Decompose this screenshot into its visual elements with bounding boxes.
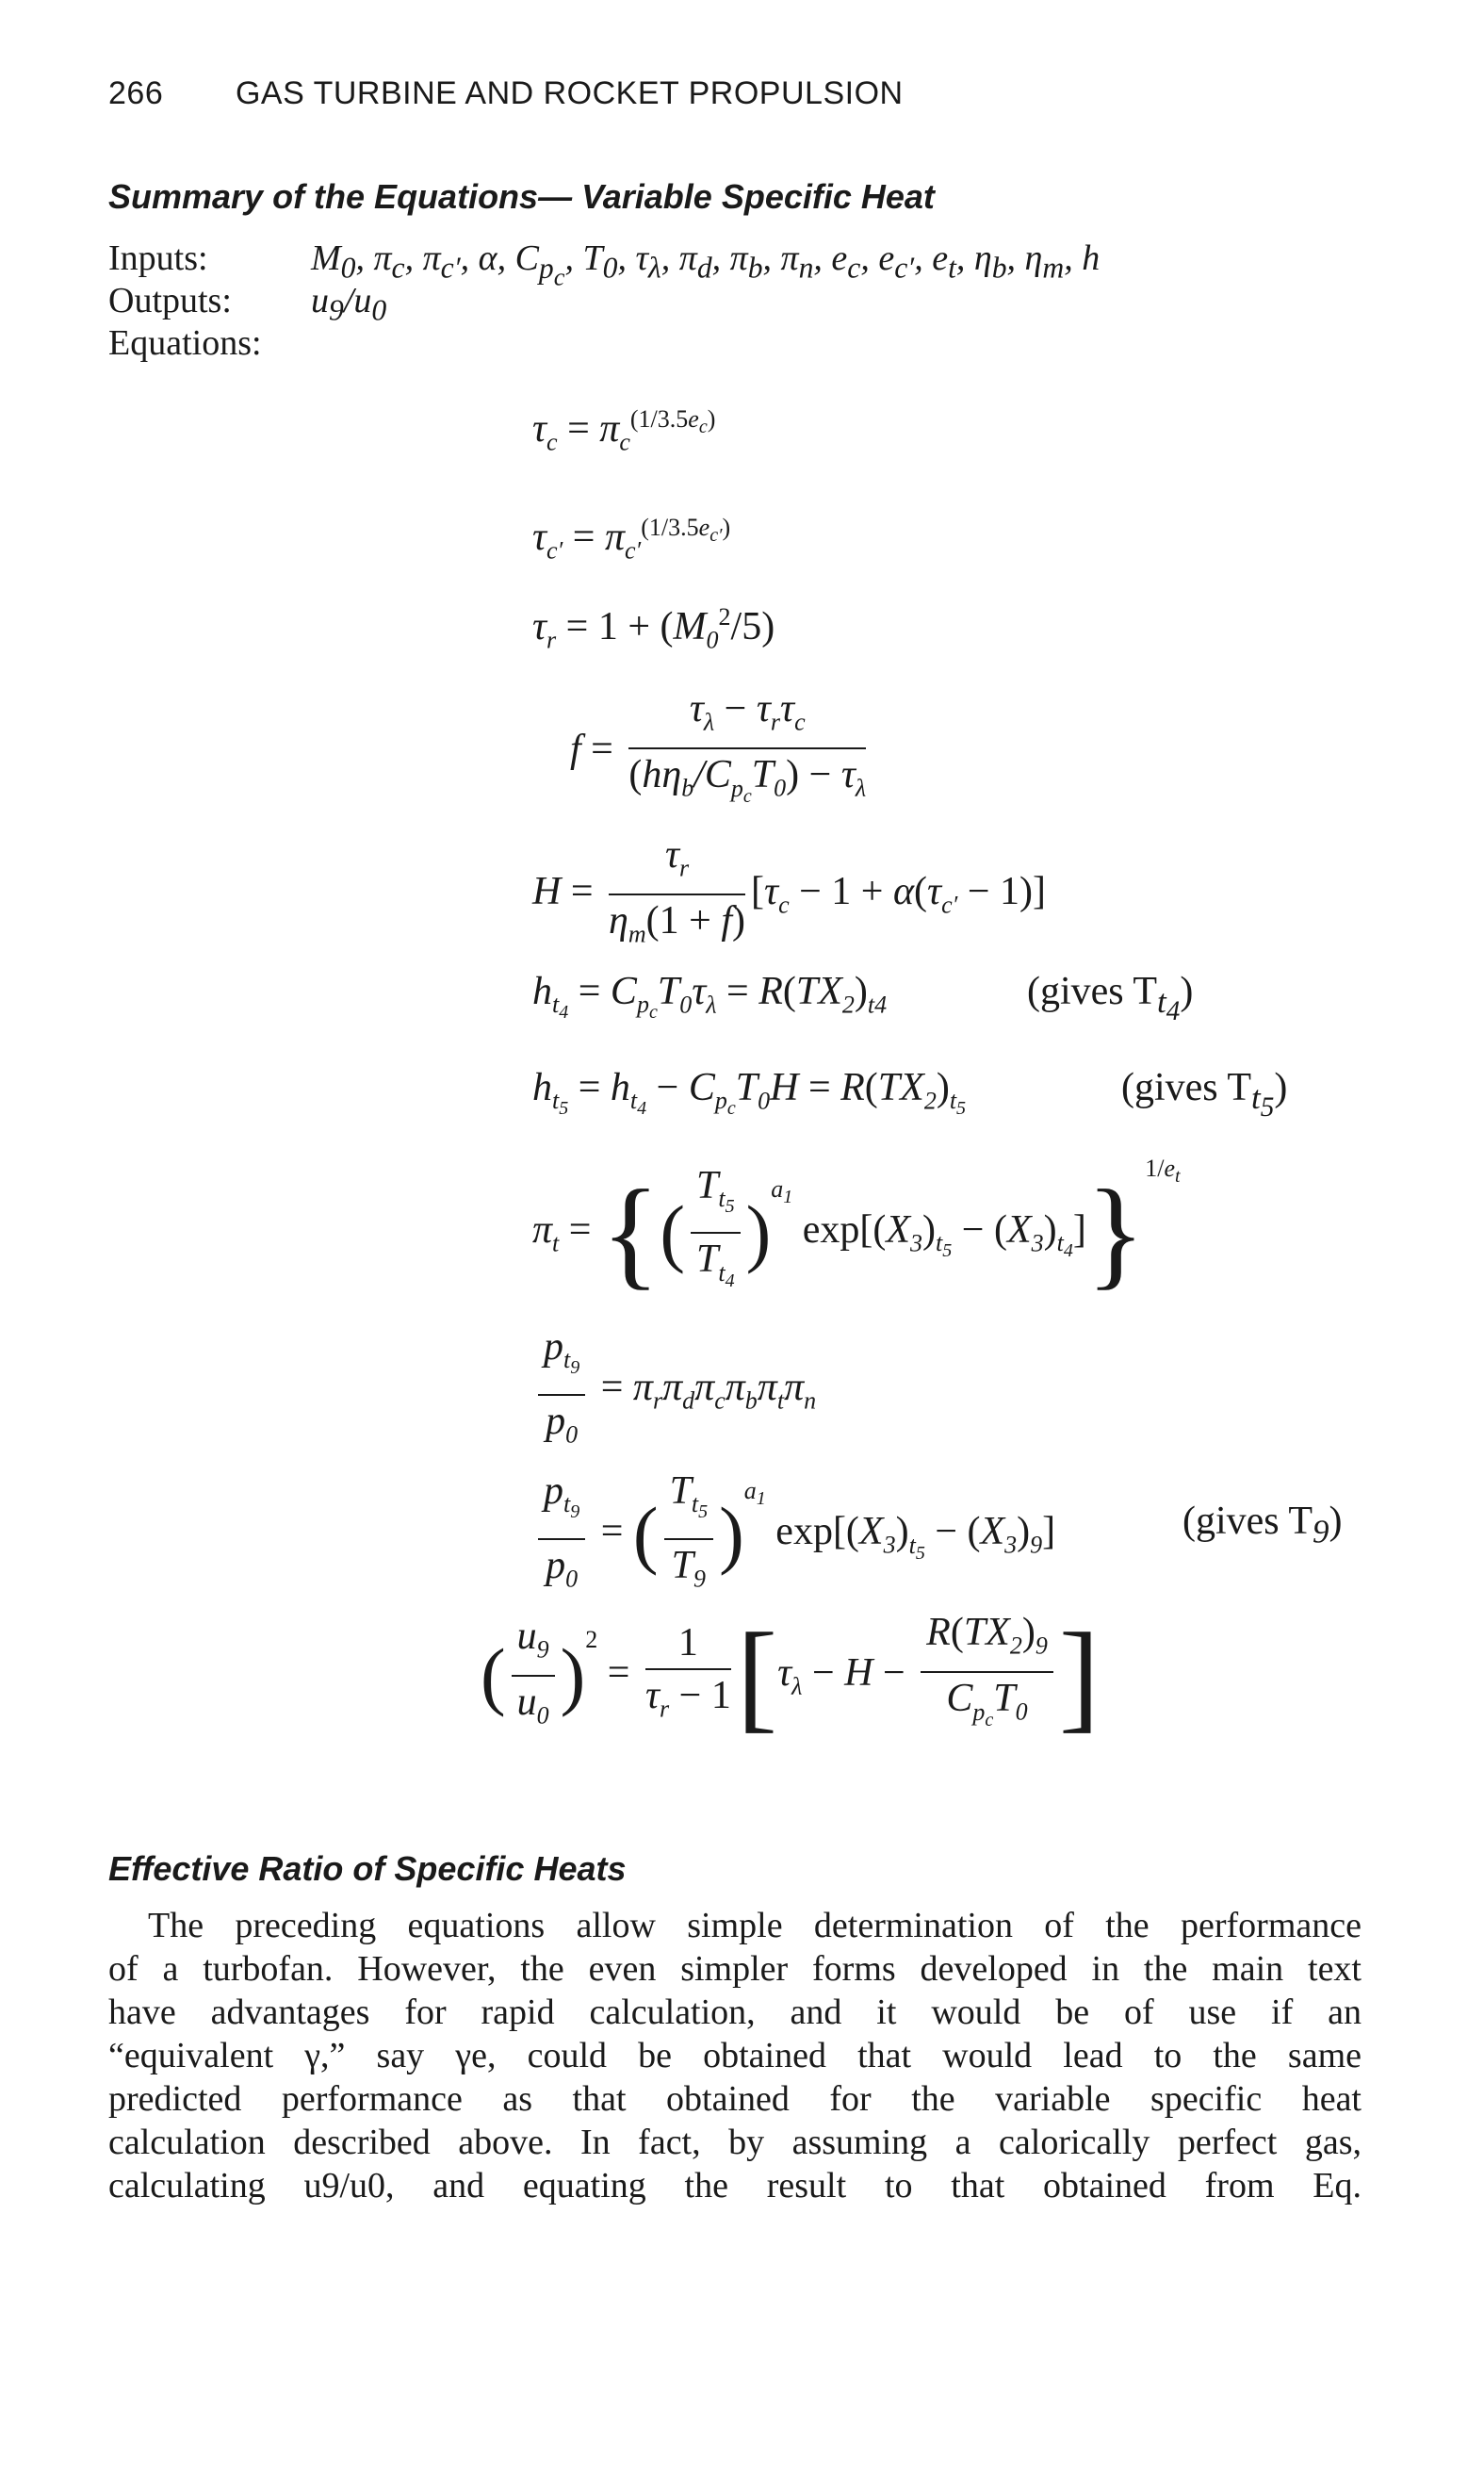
inputs-label: Inputs: <box>108 238 208 278</box>
paragraph-line: calculation described above. In fact, by assuming a calorically perfect gas, <box>108 2123 1362 2162</box>
summary-section-title: Summary of the Equations— Variable Specific Heat <box>108 177 935 216</box>
inputs-list: $M_0$, $\pi_c$, $\pi_{c'}$, α, $C_{p_c}$, $T_0$, $\tau_\lambda$, $\pi_d$, $\pi_b$, $\pi_n$, $e_c$, $e_{c'}$, $e_t$, $\eta_b$, $\eta_m$, h <box>311 238 1101 290</box>
paragraph-line: predicted performance as that obtained for the variable specific heat <box>108 2079 1362 2119</box>
effective-paragraph <box>108 1904 1362 2207</box>
note-gives-t9: (gives $T_9$) <box>1182 1500 1343 1550</box>
equation-H: H = $\frac{\tau_r}{\eta_m(1 + f)}$ $[\tau_c - 1 + \alpha(\tau_{c'} - 1)]$ <box>532 829 1046 960</box>
equation-tau-c-prime: $\tau_{c'} = \pi_{c'}^{(1/3.5e_{c'})}$ <box>532 514 731 565</box>
equation-fuel-air-ratio: f = $\frac{\tau_\lambda - \tau_r\tau_c}{(h\eta_b/C_{p_c}T_0) - \tau_\lambda}$ <box>570 683 872 822</box>
equations-line <box>108 322 311 365</box>
equation-h-t4: $h_{t_4} = C_{p_c}T_0\tau_\lambda = R(TX_2)_{t4}$ <box>532 970 888 1024</box>
equation-pressure-ratio-T9: $\frac{p_{t_9}}{p_0}$ = ( $\frac{T_{t_5}}{T_9}$ )$^{a_1}$ $\exp[(X_3)_{t_5} - (X_3)_9]$ <box>532 1466 1055 1604</box>
paragraph-line: calculating u9/u0, and equating the result to that obtained from Eq. <box>108 2166 1362 2205</box>
note-gives-t4: (gives $T_{t_4}$) <box>1027 970 1194 1027</box>
paragraph-line: have advantages for rapid calculation, and it would be of use if an <box>108 1992 1362 2032</box>
equation-h-t5: $h_{t_5} = h_{t_4} - C_{p_c}T_0H = R(TX_2)_{t_5}$ <box>532 1066 967 1120</box>
equation-tau-r: $\tau_r = 1 + (M_0^2/5)$ <box>532 603 775 654</box>
page-number: 266 <box>108 75 164 111</box>
paragraph-line: The preceding equations allow simple determination of the performance <box>148 1906 1362 1945</box>
effective-section-title: Effective Ratio of Specific Heats <box>108 1849 627 1888</box>
note-gives-t5: (gives $T_{t_5}$) <box>1121 1066 1288 1123</box>
equation-velocity-ratio: ( $\frac{u_9}{u_0}$ )$^2$ = $\frac{1}{\tau_r - 1}$ [$\tau_\lambda - H$ − $\frac{R(TX_2)_9}{C_{p_c}T_0}$ ] <box>481 1608 1101 1745</box>
paragraph-line: “equivalent γ,” say γe, could be obtained that would lead to the same <box>108 2036 1362 2075</box>
equations-label: Equations: <box>108 323 262 363</box>
running-header <box>108 75 904 112</box>
equation-pi-t: $\pi_t$ = {( $\frac{T_{t_5}}{T_{t_4}}$ )$^{a_1}$ $\exp[(X_3)_{t_5} - (X_3)_{t_4}]\}^{1/e_t}$ <box>532 1155 1181 1302</box>
equation-tau-c: $\tau_c = \pi_c^{(1/3.5e_c)}$ <box>532 405 716 456</box>
outputs-value: $u_9/u_0$ <box>311 281 387 327</box>
outputs-label: Outputs: <box>108 281 232 320</box>
paragraph-line: of a turbofan. However, the even simpler forms developed in the main text <box>108 1949 1362 1989</box>
running-title: GAS TURBINE AND ROCKET PROPULSION <box>235 75 904 111</box>
equation-pressure-ratio-product: $\frac{p_{t_9}}{p_0}$ = $\pi_r\pi_d\pi_c\pi_b\pi_t\pi_n$ <box>532 1321 816 1460</box>
